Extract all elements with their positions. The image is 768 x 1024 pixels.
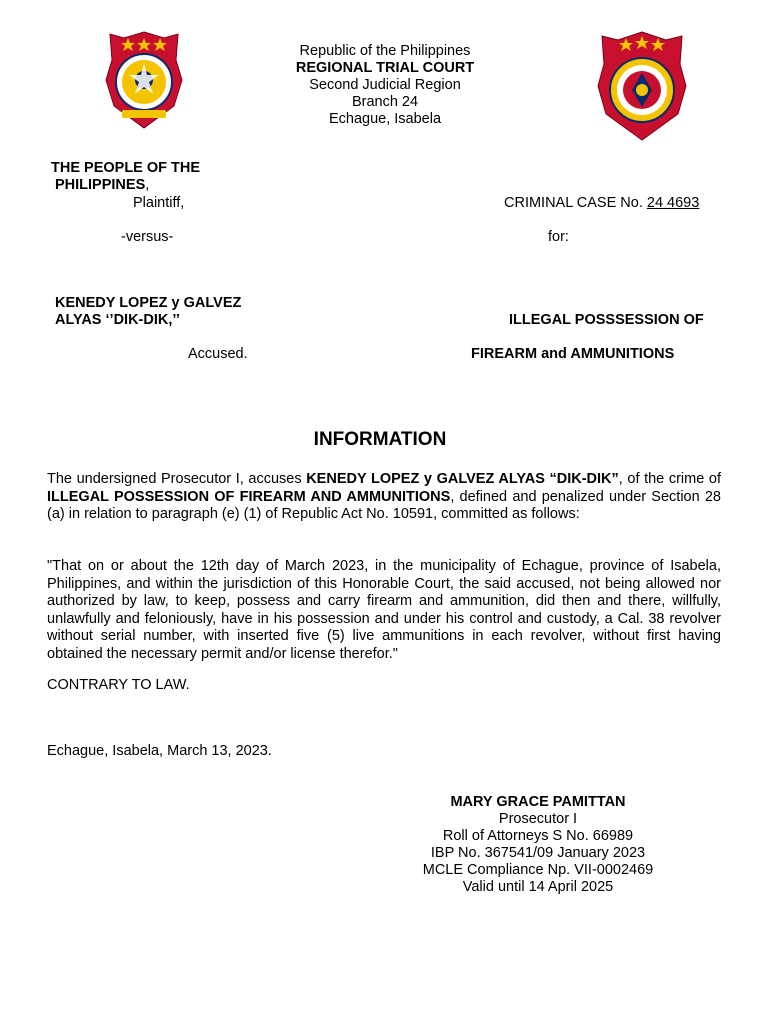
charge-line1: ILLEGAL POSSSESSION OF xyxy=(509,312,704,328)
header-republic: Republic of the Philippines xyxy=(299,43,471,59)
pnp-seal-logo-left xyxy=(104,30,184,130)
pnp-regional-seal-icon xyxy=(596,30,688,142)
plaintiff-name-comma: , xyxy=(145,177,150,193)
court-header xyxy=(230,43,540,128)
p1-text-a: The undersigned Prosecutor I, accuses xyxy=(47,471,307,487)
prosecutor-title: Prosecutor I xyxy=(498,811,578,827)
roll-of-attorneys: Roll of Attorneys S No. 66989 xyxy=(442,828,634,844)
p1-accused-name: KENEDY LOPEZ y GALVEZ ALYAS “DIK-DIK” xyxy=(306,471,619,487)
p1-crime: ILLEGAL POSSESSION OF FIREARM AND AMMUNITIONS xyxy=(47,488,451,505)
p1-text-c: , of the crime of xyxy=(618,471,721,487)
versus-label: -versus- xyxy=(121,229,174,245)
plaintiff-name-text: PHILIPPINES xyxy=(55,177,146,193)
pnp-seal-icon xyxy=(104,30,184,130)
contrary-to-law: CONTRARY TO LAW. xyxy=(47,677,190,693)
p1-text-e: , defined and penalized under Section 28 (a) in relation to paragraph (e) (1) of Republic Act No. 10591, committed as follows: xyxy=(47,488,721,522)
accused-role: Accused. xyxy=(188,346,248,362)
header-location: Echague, Isabela xyxy=(328,111,442,127)
date-place: Echague, Isabela, March 13, 2023. xyxy=(47,743,272,759)
header-court-name: REGIONAL TRIAL COURT xyxy=(295,60,475,76)
plaintiff-role: Plaintiff, xyxy=(133,195,185,211)
case-number-line xyxy=(504,195,699,211)
accused-name-line1: KENEDY LOPEZ y GALVEZ xyxy=(55,295,242,311)
information-paragraph-2: "That on or about the 12th day of March 2023, in the municipality of Echague, province of Isabela, Philippines, and within the jurisdiction of this Honorable Court, the said accused, not being allowed nor authorized by law, to keep, possess and carry firearm and ammunition, did then and there, willfully, unlawfully and feloniously, have in his possession and under his control and custody, a Cal. 38 revolver without serial number, with inserted five (5) live ammunitions in each revolver, without first having obtained the necessary permit and/or license therefor." xyxy=(47,558,721,662)
pnp-regional-seal-logo-right xyxy=(596,30,688,142)
case-number-value: 24 4693 xyxy=(646,195,700,211)
plaintiff-name-line1: THE PEOPLE OF THE xyxy=(51,160,201,176)
for-label: for: xyxy=(548,229,569,245)
charge-line2: FIREARM and AMMUNITIONS xyxy=(471,346,675,362)
plaintiff-name-line2 xyxy=(55,177,149,193)
signature-block xyxy=(388,794,688,896)
accused-name-line2: ALYAS ‘’DIK-DIK,’’ xyxy=(55,312,180,328)
ibp-number: IBP No. 367541/09 January 2023 xyxy=(430,845,646,861)
prosecutor-name: MARY GRACE PAMITTAN xyxy=(450,794,626,810)
case-number-label: CRIMINAL CASE No. xyxy=(504,195,643,211)
valid-until: Valid until 14 April 2025 xyxy=(462,879,614,895)
document-title: INFORMATION xyxy=(313,429,447,450)
information-paragraph-1 xyxy=(47,471,721,524)
header-region: Second Judicial Region xyxy=(309,77,461,93)
mcle-compliance: MCLE Compliance Np. VII-0002469 xyxy=(422,862,654,878)
header-branch: Branch 24 xyxy=(351,94,419,110)
